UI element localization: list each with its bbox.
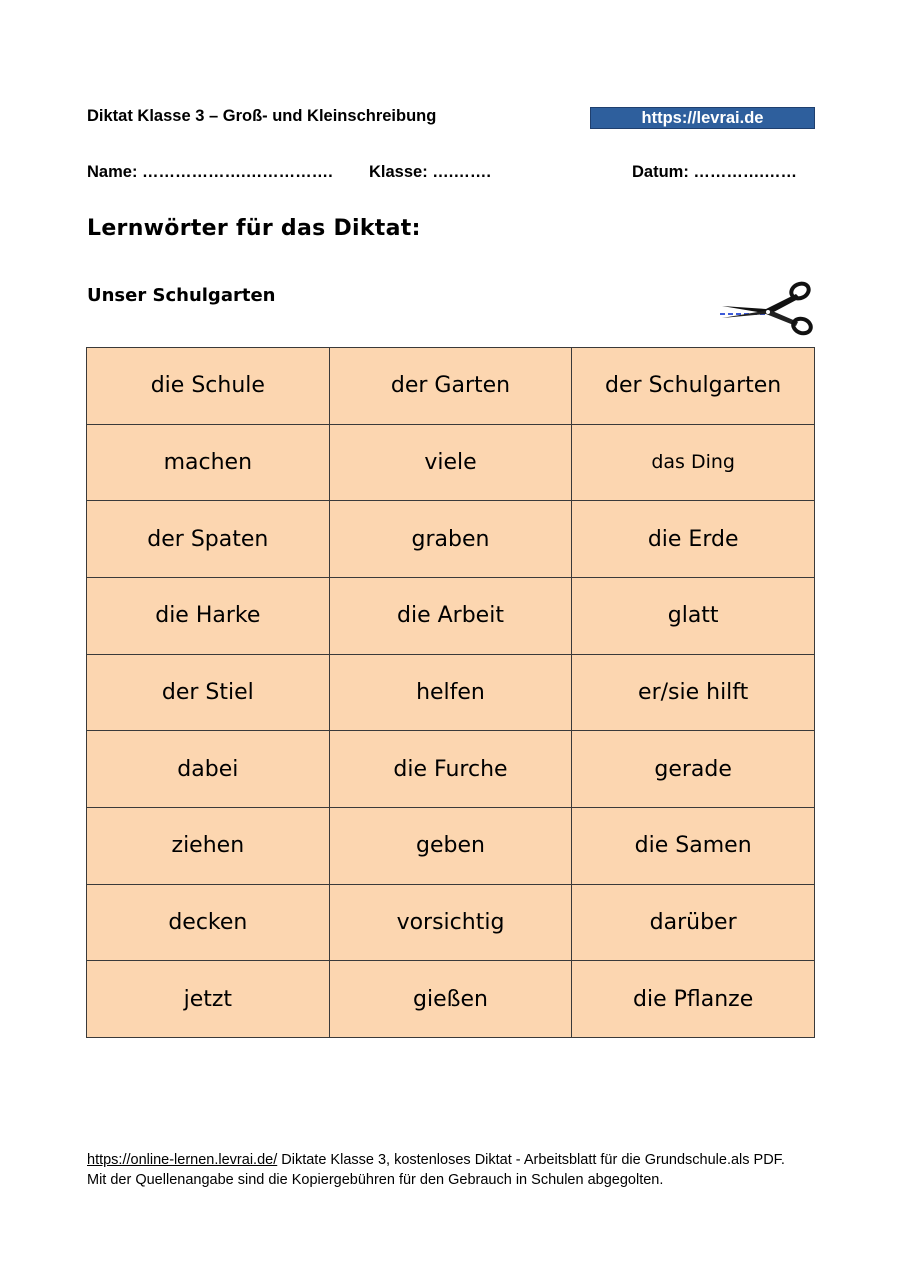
word-cell: die Arbeit: [329, 577, 572, 654]
word-cell: der Spaten: [87, 501, 330, 578]
word-cell: helfen: [329, 654, 572, 731]
table-row: [87, 961, 815, 1038]
table-row: [87, 577, 815, 654]
word-cell: gießen: [329, 961, 572, 1038]
word-cell: viele: [329, 424, 572, 501]
page-heading: Lernwörter für das Diktat:: [87, 216, 421, 241]
word-cell: jetzt: [87, 961, 330, 1038]
scissors-icon: [718, 276, 814, 343]
word-cell: der Schulgarten: [572, 348, 815, 425]
table-row: [87, 884, 815, 961]
word-cell: er/sie hilft: [572, 654, 815, 731]
table-row: [87, 807, 815, 884]
word-cell: ziehen: [87, 807, 330, 884]
word-cell: der Stiel: [87, 654, 330, 731]
footer-link[interactable]: https://online-lernen.levrai.de/: [87, 1152, 278, 1168]
word-cell: machen: [87, 424, 330, 501]
word-cell: die Harke: [87, 577, 330, 654]
worksheet-title: Diktat Klasse 3 – Groß- und Kleinschreibung: [87, 107, 437, 125]
word-cell: geben: [329, 807, 572, 884]
date-field: Datum: ………….……: [632, 163, 797, 181]
word-cell: der Garten: [329, 348, 572, 425]
footer-text-2: Mit der Quellenangabe sind die Kopiergebühren für den Gebrauch in Schulen abgegolten.: [87, 1172, 664, 1188]
word-cell: graben: [329, 501, 572, 578]
site-url-box[interactable]: https://levrai.de: [590, 107, 815, 129]
word-cell: die Erde: [572, 501, 815, 578]
word-cell: die Pflanze: [572, 961, 815, 1038]
footer-text-1: Diktate Klasse 3, kostenloses Diktat - Arbeitsblatt für die Grundschule.als PDF.: [277, 1152, 785, 1168]
table-row: [87, 348, 815, 425]
name-field: Name: ……………….…………….: [87, 163, 333, 181]
word-cell: die Samen: [572, 807, 815, 884]
topic-subheading: Unser Schulgarten: [87, 285, 276, 306]
class-field: Klasse: ….…….: [369, 163, 491, 181]
word-table: [86, 347, 815, 1038]
word-cell: gerade: [572, 731, 815, 808]
table-row: [87, 424, 815, 501]
word-cell: die Furche: [329, 731, 572, 808]
word-cell: dabei: [87, 731, 330, 808]
table-row: [87, 654, 815, 731]
word-cell: die Schule: [87, 348, 330, 425]
word-cell: vorsichtig: [329, 884, 572, 961]
word-cell: decken: [87, 884, 330, 961]
word-cell: das Ding: [572, 424, 815, 501]
footer: [87, 1150, 827, 1190]
word-cell: glatt: [572, 577, 815, 654]
word-cell: darüber: [572, 884, 815, 961]
table-row: [87, 501, 815, 578]
table-row: [87, 731, 815, 808]
